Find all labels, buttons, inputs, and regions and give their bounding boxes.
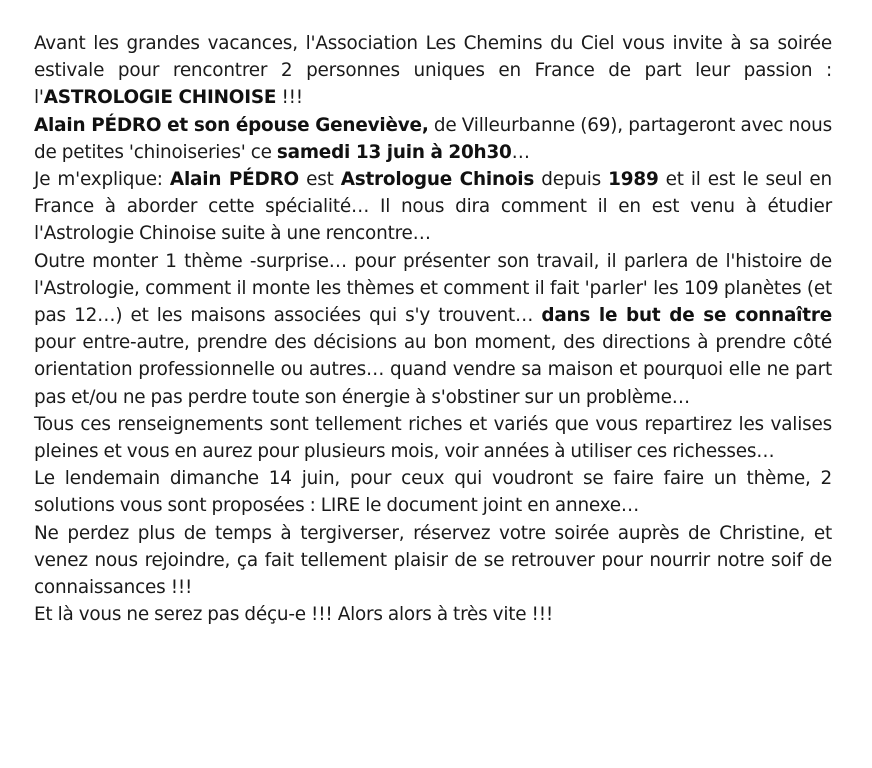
paragraph-riches [34, 411, 832, 465]
text-segment: Le lendemain dimanche 14 juin, pour ceux qui voudront se faire faire un thème, 2 solutions vous sont proposées : LIRE le document joint en annexe… [34, 468, 832, 517]
paragraph-reserve [34, 520, 832, 602]
text-segment: !!! [276, 87, 303, 109]
text-segment: et il est le seul en France à aborder cette spécialité… Il nous dira comment il en est venu à étudier l'Astrologie Chinoise suite à une rencontre… [34, 169, 832, 245]
text-segment-bold: samedi 13 juin à 20h30 [276, 141, 512, 163]
paragraph-closing [34, 601, 832, 628]
document-body [34, 30, 832, 628]
text-segment-bold: 1989 [608, 169, 659, 191]
text-segment-bold: ASTROLOGIE CHINOISE [43, 87, 277, 109]
text-segment: Tous ces renseignements sont tellement riches et variés que vous repartirez les valises pleines et vous en aurez pour plusieurs mois, voir années à utiliser ces richesses… [34, 413, 832, 463]
text-segment-bold: Alain PÉDRO et son épouse Geneviève, [34, 114, 429, 136]
text-segment-bold: Alain PÉDRO [169, 169, 299, 191]
paragraph-guests [34, 112, 832, 166]
text-segment: Je m'explique: [34, 169, 170, 191]
paragraph-sunday [34, 465, 832, 519]
text-segment: depuis [534, 169, 609, 191]
text-segment: Avant les grandes vacances, l'Association Les Chemins du Ciel vous invite à sa soirée estivale pour rencontrer 2 personnes uniques en France de part leur passion : l' [34, 33, 832, 109]
text-segment: de Villeurbanne (69), partageront avec nous de petites 'chinoiseries' ce [34, 114, 832, 163]
text-segment: Outre monter 1 thème -surprise… pour présenter son travail, il parlera de l'histoire de l'Astrologie, comment il monte les thèmes et comment il fait 'parler' les 109 planètes (et pas 12…) et les maisons associées qui s'y trouvent… [34, 250, 832, 327]
text-segment-bold: dans le but de se connaître [541, 305, 832, 327]
paragraph-explain [34, 166, 832, 248]
text-segment: Et là vous ne serez pas déçu-e !!! Alors alors à très vite !!! [34, 604, 554, 626]
paragraph-intro [34, 30, 832, 112]
text-segment: est [299, 169, 341, 191]
text-segment: … [511, 141, 530, 163]
text-segment: Ne perdez plus de temps à tergiverser, réservez votre soirée auprès de Christine, et venez nous rejoindre, ça fait tellement plaisir de se retrouver pour nourrir notre soif de connaissances !!! [34, 522, 832, 599]
text-segment-bold: Astrologue Chinois [340, 169, 535, 191]
text-segment: pour entre-autre, prendre des décisions au bon moment, des directions à prendre côté orientation professionnelle ou autres… quand vendre sa maison et pourquoi elle ne part pas et/ou ne pas perdre toute son énergie à s'obstiner sur un problème… [34, 332, 832, 408]
paragraph-program [34, 248, 832, 411]
